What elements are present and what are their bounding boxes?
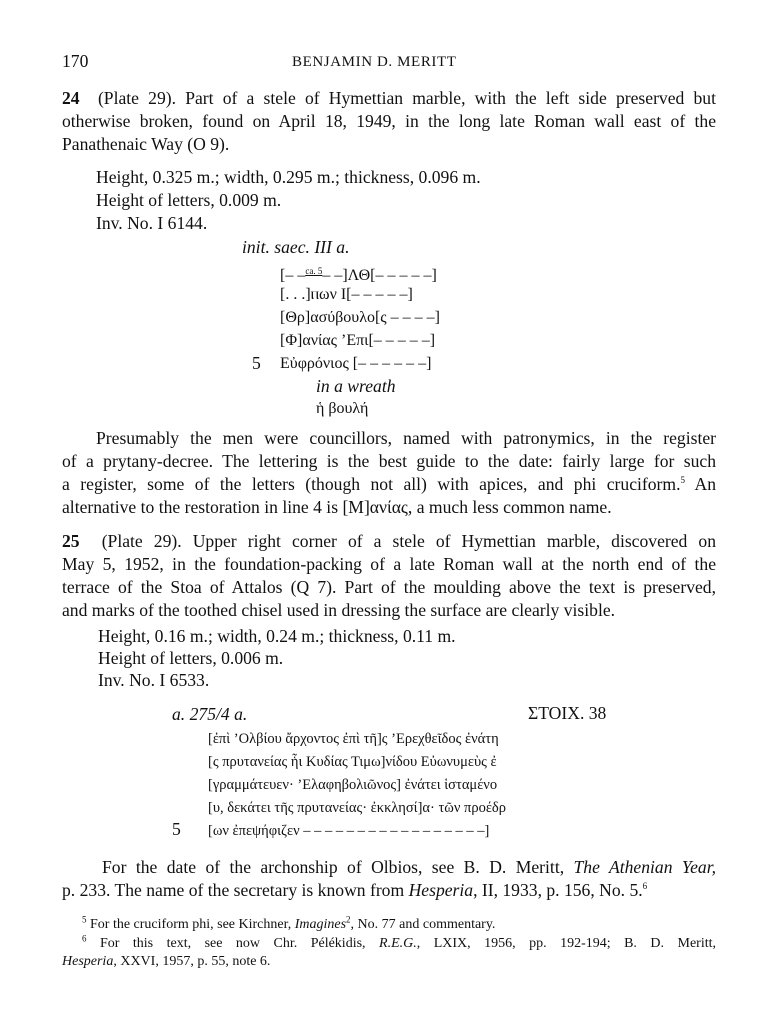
footnote-5: $^5$ For the cruciform phi, see Kirchner, Imagines$^2$, No. 77 and commentary. — [82, 914, 496, 932]
inscription-25-line: [ων ἐπεψήφιζεν – – – – – – – – – – – – – – – – –] — [208, 823, 490, 839]
line-number: 5 — [252, 353, 261, 373]
entry-24-measure: Inv. No. I 6144. — [96, 213, 208, 233]
entry-24-number: 24 — [62, 88, 80, 108]
footnote-6: $^6$ For this text, see now Chr. Pélékidis, R.E.G., LXIX, 1956, pp. 192-194; B. D. Meritt, — [82, 933, 716, 951]
entry-24-measure: Height, 0.325 m.; width, 0.295 m.; thickness, 0.096 m. — [96, 167, 481, 187]
entry-24-commentary-line: a register, some of the letters (though not all) with apices, and phi cruciform.$^5$ An — [62, 474, 716, 494]
inscription-25-line: [ς πρυτανείας ἧι Κυδίας Τιμω]νίδου Εὐωνυμεὺς ἐ — [208, 754, 497, 770]
inscription-24-boule: ἡ βουλή — [316, 400, 369, 417]
inscription-24-line: [– –$^{ca. 5}$– –]ΛΘ[– – – – –] — [280, 266, 437, 284]
footnote-6-cont: Hesperia, XXVI, 1957, p. 55, note 6. — [62, 954, 271, 969]
entry-24-commentary-line: Presumably the men were councillors, named with patronymics, in the register — [96, 428, 716, 448]
entry-24-commentary-line: alternative to the restoration in line 4 is [M]ανίας, a much less common name. — [62, 497, 612, 517]
inscription-25-line: [ἐπὶ ’Ολβίου ἄρχοντος ἐπὶ τῆ]ς ’Ερεχθεῖδος ἐνάτη — [208, 731, 499, 747]
entry-25-date: a. 275/4 a. — [172, 704, 248, 724]
entry-24-para-line: Panathenaic Way (O 9). — [62, 134, 230, 154]
stoichedon-count: ΣΤΟΙΧ. 38 — [528, 703, 607, 723]
inscription-24-line: [. . .]ⲡων Ι[– – – – –] — [280, 286, 413, 303]
inscription-25-line: [γραμμάτευεν· ’Ελαφηβολιῶνος] ἐνάτει ἱσταμένο — [208, 777, 498, 793]
running-title: BENJAMIN D. MERITT — [292, 54, 457, 70]
entry-25-measure: Height of letters, 0.006 m. — [98, 648, 284, 668]
inscription-24-line: Εὐφρόνιος [– – – – – –] — [280, 355, 432, 372]
entry-25-para-line: May 5, 1952, in the foundation-packing of a late Roman wall at the north end of the — [62, 554, 716, 574]
entry-24-measure: Height of letters, 0.009 m. — [96, 190, 282, 210]
entry-25-para-line: terrace of the Stoa of Attalos (Q 7). Part of the moulding above the text is preserved, — [62, 577, 716, 597]
page-number: 170 — [62, 51, 89, 71]
entry-24-para-line: otherwise broken, found on April 18, 1949, in the long late Roman wall east of the — [62, 111, 716, 131]
entry-25-measure: Height, 0.16 m.; width, 0.24 m.; thickness, 0.11 m. — [98, 626, 456, 646]
entry-24-commentary-line: of a prytany-decree. The lettering is the best guide to the date: fairly large for such — [62, 451, 716, 471]
entry-24-para-line: 24 (Plate 29). Part of a stele of Hymettian marble, with the left side preserved but — [62, 88, 716, 108]
line-number: 5 — [172, 819, 181, 839]
inscription-24-line: [Θρ]ασύβουλο[ς – – – –] — [280, 309, 440, 326]
entry-25-measure: Inv. No. I 6533. — [98, 670, 210, 690]
entry-25-commentary-line: p. 233. The name of the secretary is known from Hesperia, II, 1933, p. 156, No. 5.$^6$ — [62, 880, 648, 900]
entry-24-date: init. saec. III a. — [242, 237, 350, 257]
entry-25-commentary-line: For the date of the archonship of Olbios, see B. D. Meritt, The Athenian Year, — [102, 857, 716, 877]
inscription-25-line: [υ, δεκάτει τῆς πρυτανείας· ἐκκλησί]α· τῶν προέδρ — [208, 800, 506, 816]
entry-25-para-line: 25 (Plate 29). Upper right corner of a stele of Hymettian marble, discovered on — [62, 531, 716, 551]
inscription-24-wreath: in a wreath — [316, 376, 396, 396]
entry-25-number: 25 — [62, 531, 80, 551]
entry-25-para-line: and marks of the toothed chisel used in dressing the surface are clearly visible. — [62, 600, 616, 620]
inscription-24-line: [Φ]ανίας ’Επι[– – – – –] — [280, 332, 436, 349]
